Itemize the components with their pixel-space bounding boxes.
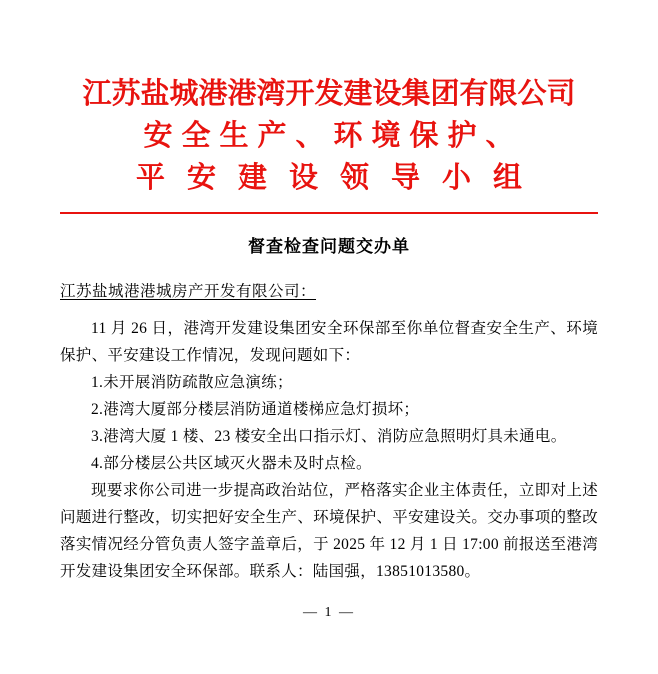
page-number: — 1 —: [303, 605, 355, 620]
document-body: [60, 315, 598, 585]
body-paragraph: 11 月 26 日，港湾开发建设集团安全环保部至你单位督查安全生产、环境保护、平安建设工作情况，发现问题如下：: [60, 320, 598, 364]
header-divider: [60, 212, 598, 214]
body-paragraph: 2.港湾大厦部分楼层消防通道楼梯应急灯损坏；: [91, 401, 420, 418]
recipient-line: 江苏盐城港港城房产开发有限公司：: [60, 283, 317, 300]
document-title: 督查检查问题交办单: [248, 237, 410, 257]
document-header: [60, 0, 598, 198]
body-paragraph: 1.未开展消防疏散应急演练；: [91, 374, 293, 391]
body-paragraph: 现要求你公司进一步提高政治站位，严格落实企业主体责任，立即对上述问题进行整改，切实把好安全生产、环境保护、平安建设关。交办事项的整改落实情况经分管负责人签字盖章后，于 2025 年 12 月 1 日 17:00 前报送至港湾开发建设集团安全环保部。联系人：陆国强，13851013580。: [60, 482, 598, 580]
body-paragraph: 4.部分楼层公共区域灭火器未及时点检。: [91, 455, 372, 472]
header-line-1: 江苏盐城港港湾开发建设集团有限公司: [82, 76, 576, 110]
header-line-2: 安全生产、环境保护、: [143, 118, 524, 152]
header-line-3: 平安建设领导小组: [135, 160, 544, 194]
body-paragraph: 3.港湾大厦 1 楼、23 楼安全出口指示灯、消防应急照明灯具未通电。: [91, 428, 567, 445]
